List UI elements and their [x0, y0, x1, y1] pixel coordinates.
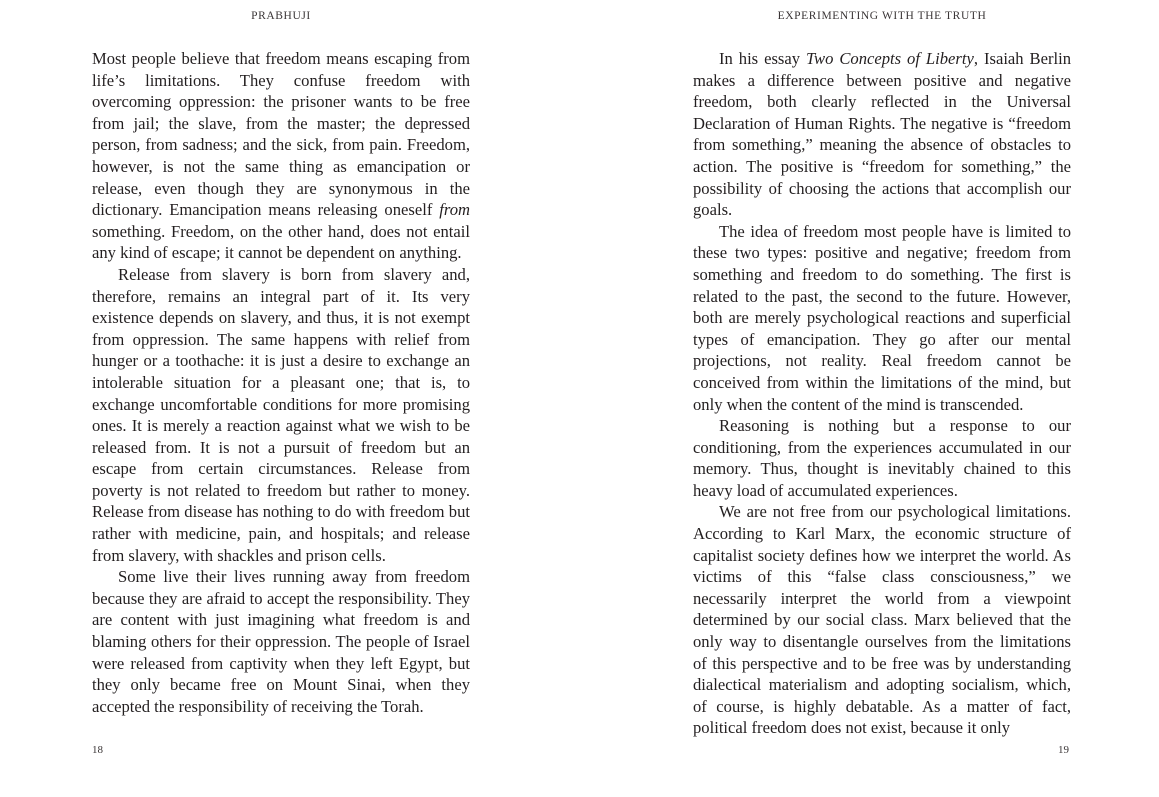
- left-page: [0, 0, 579, 797]
- right-page: [580, 0, 1159, 797]
- running-head-title: EXPERIMENTING WITH THE TRUTH: [777, 10, 987, 22]
- right-page-body: [693, 48, 1071, 739]
- emphasis: from: [439, 200, 470, 220]
- paragraph: Release from slavery is born from slavery and, therefore, remains an integral part of it. Its very existence depends on slavery, and thus, it is not exempt from oppression. The same happens with relief from hunger or a toothache: it is just a desire to exchange an intolerable situation for a pleasant one; that is, to exchange uncomfortable conditions for more promising ones. It is merely a reaction against what we wish to be released from. It is not a pursuit of freedom but an escape from certain circumstances. Release from poverty is not related to freedom but rather to money. Release from disease has nothing to do with freedom but rather with medicine, pain, and hospitals; and release from slavery, with shackles and prison cells.: [92, 264, 470, 565]
- paragraph: Some live their lives running away from freedom because they are afraid to accept the responsibility. They are content with just imagining what freedom is and blaming others for their oppression. The people of Israel were released from captivity when they left Egypt, but they only became free on Mount Sinai, when they accepted the responsibility of receiving the Torah.: [92, 567, 470, 716]
- left-page-body: [92, 48, 470, 717]
- paragraph: The idea of freedom most people have is limited to these two types: positive and negative; freedom from something and freedom to do something. The first is related to the past, the second to the future. However, both are merely psychological reactions and superficial types of emancipation. They go after our mental projections, not reality. Real freedom cannot be conceived from within the limitations of the mind, but only when the content of the mind is transcended.: [693, 221, 1071, 414]
- emphasis-book-title: Two Concepts of Liberty: [806, 49, 974, 68]
- paragraph: Most people believe that freedom means escaping from life’s limitations. They confuse freedom with overcoming oppression: the prisoner wants to be free from jail; the slave, from the master; the depressed person, from sadness; and the sick, from pain. Freedom, however, is not the same thing as emancipation or release, even though they are synonymous in the dictionary. Emancipation means releasing oneself from something. Freedom, on the other hand, does not entail any kind of escape; it cannot be dependent on anything.: [92, 49, 470, 263]
- running-head-author: PRABHUJI: [251, 10, 311, 22]
- paragraph: We are not free from our psychological limitations. According to Karl Marx, the economic structure of capitalist society defines how we interpret the world. As victims of this “false class consciousness,” we necessarily interpret the world from a viewpoint determined by our social class. Marx believed that the only way to disentangle ourselves from the limitations of this perspective and to be free was by understanding dialectical materialism and adopting socialism, which, of course, is highly debatable. As a matter of fact, political freedom does not exist, because it only: [693, 502, 1071, 738]
- paragraph: Reasoning is nothing but a response to our conditioning, from the experiences accumulated in our memory. Thus, thought is inevitably chained to this heavy load of accumulated experiences.: [693, 416, 1071, 500]
- page-number: 19: [1058, 744, 1069, 756]
- page-number: 18: [92, 744, 103, 756]
- paragraph: In his essay Two Concepts of Liberty, Isaiah Berlin makes a difference between positive and negative freedom, both clearly reflected in the Universal Declaration of Human Rights. The negative is “freedom from something,” meaning the absence of obstacles to action. The positive is “freedom for something,” the possibility of choosing the actions that accomplish our goals.: [693, 49, 1072, 220]
